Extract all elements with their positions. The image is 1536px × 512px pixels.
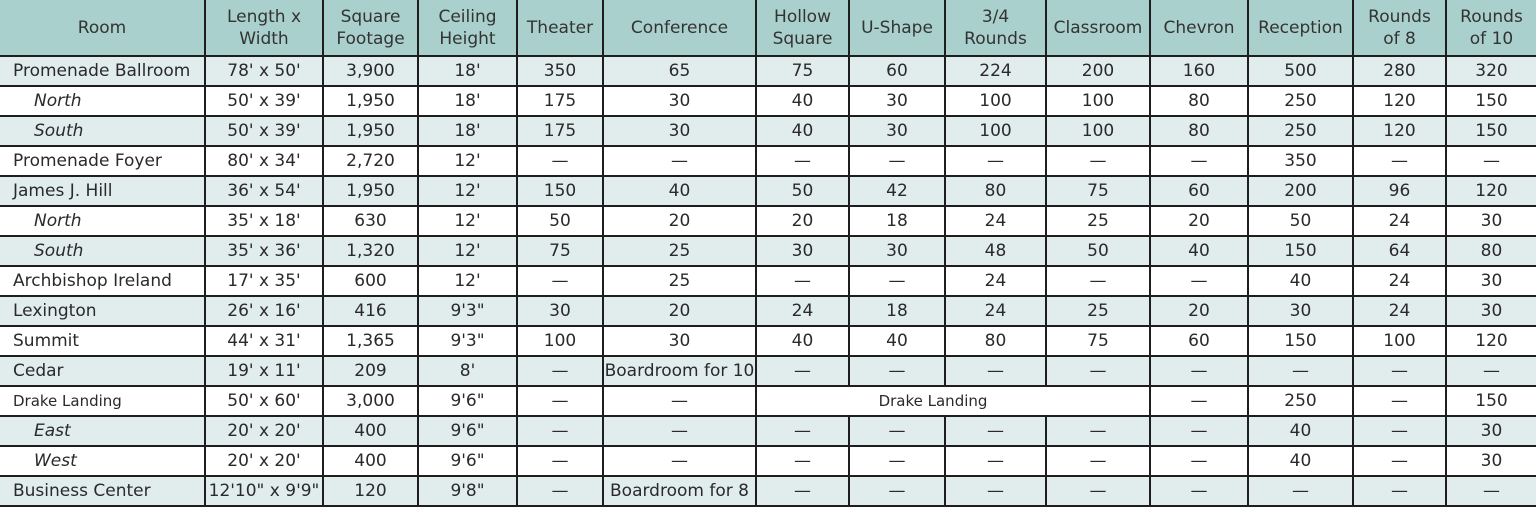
table-row: [0, 326, 1536, 356]
header-label: Hollow: [774, 6, 831, 27]
cell: 30: [603, 326, 756, 356]
cell: —: [756, 146, 849, 176]
cell: 50: [1046, 236, 1150, 266]
cell: —: [849, 146, 945, 176]
cell: —: [1353, 446, 1446, 476]
cell: 9'6": [418, 446, 517, 476]
header-label: Room: [77, 17, 127, 38]
cell: 30: [1446, 446, 1536, 476]
header-row: [0, 0, 1536, 56]
cell: 200: [1248, 176, 1353, 206]
cell: 150: [1248, 236, 1353, 266]
header-label: Height: [439, 28, 496, 49]
cell: 50: [1248, 206, 1353, 236]
room-name: South: [0, 116, 205, 146]
header-label: Classroom: [1053, 17, 1143, 38]
cell: 350: [1248, 146, 1353, 176]
cell: —: [1150, 266, 1248, 296]
room-name: West: [0, 446, 205, 476]
header-label: Reception: [1258, 17, 1343, 38]
header-label: Rounds: [964, 28, 1027, 49]
header-label: Footage: [336, 28, 405, 49]
cell: —: [756, 266, 849, 296]
cell: 50' x 39': [205, 86, 323, 116]
merged-cell: [756, 386, 1150, 416]
cell: 20: [1150, 206, 1248, 236]
table-row: [0, 416, 1536, 446]
cell: 120: [323, 476, 418, 506]
table-row: [0, 236, 1536, 266]
cell: 75: [756, 56, 849, 86]
cell: —: [1046, 146, 1150, 176]
cell: —: [1150, 356, 1248, 386]
cell: —: [603, 386, 756, 416]
cell: 2,720: [323, 146, 418, 176]
header-square-footage: [323, 0, 418, 56]
cell: —: [849, 476, 945, 506]
cell: 65: [603, 56, 756, 86]
cell: —: [849, 356, 945, 386]
cell: 250: [1248, 386, 1353, 416]
cell: 120: [1353, 86, 1446, 116]
merged-label: Drake Landing: [878, 392, 988, 410]
header-label: Length x: [226, 6, 302, 27]
cell: —: [603, 446, 756, 476]
cell: 20: [603, 206, 756, 236]
header-room: [0, 0, 205, 56]
header-label: of 10: [1469, 28, 1514, 49]
cell: 96: [1353, 176, 1446, 206]
cell: —: [756, 416, 849, 446]
cell: —: [945, 356, 1046, 386]
header-classroom: [1046, 0, 1150, 56]
cell: —: [517, 416, 603, 446]
cell: —: [1150, 446, 1248, 476]
header-three-quarter-rounds: [945, 0, 1046, 56]
cell: 24: [945, 266, 1046, 296]
cell: 150: [1446, 386, 1536, 416]
cell: 18: [849, 206, 945, 236]
cell: 30: [603, 116, 756, 146]
cell: 1,950: [323, 86, 418, 116]
cell: —: [849, 446, 945, 476]
table-body: [0, 56, 1536, 506]
table-row: [0, 296, 1536, 326]
cell: 100: [1353, 326, 1446, 356]
cell: 30: [1446, 296, 1536, 326]
cell: —: [1446, 476, 1536, 506]
cell: 40: [1150, 236, 1248, 266]
cell: 40: [756, 326, 849, 356]
cell: 400: [323, 416, 418, 446]
cell: 80: [945, 176, 1046, 206]
cell: 1,950: [323, 176, 418, 206]
cell: —: [1353, 356, 1446, 386]
header-rounds-of-10: [1446, 0, 1536, 56]
table-row: [0, 116, 1536, 146]
cell: —: [1046, 476, 1150, 506]
cell: —: [1248, 356, 1353, 386]
table-row: [0, 86, 1536, 116]
cell: 200: [1046, 56, 1150, 86]
cell: 350: [517, 56, 603, 86]
cell: 24: [1353, 266, 1446, 296]
cell: 250: [1248, 86, 1353, 116]
room-name: South: [0, 236, 205, 266]
cell: 18': [418, 86, 517, 116]
cell: 400: [323, 446, 418, 476]
cell: 175: [517, 86, 603, 116]
cell: 100: [945, 116, 1046, 146]
cell: —: [1353, 386, 1446, 416]
cell: 12': [418, 206, 517, 236]
cell: 26' x 16': [205, 296, 323, 326]
header-u-shape: [849, 0, 945, 56]
header-label: Theater: [526, 17, 594, 38]
cell: 40: [603, 176, 756, 206]
cell: 20' x 20': [205, 446, 323, 476]
header-label: Rounds: [1368, 6, 1431, 27]
cell: 320: [1446, 56, 1536, 86]
cell: 40: [756, 116, 849, 146]
cell: —: [517, 386, 603, 416]
cell: 40: [1248, 446, 1353, 476]
cell: 30: [849, 236, 945, 266]
cell: 75: [1046, 326, 1150, 356]
cell: 42: [849, 176, 945, 206]
cell: 224: [945, 56, 1046, 86]
cell: —: [603, 146, 756, 176]
table-row: [0, 476, 1536, 506]
table-row: [0, 56, 1536, 86]
cell: 12'10" x 9'9": [205, 476, 323, 506]
cell: 40: [1248, 266, 1353, 296]
cell: 40: [756, 86, 849, 116]
cell: 500: [1248, 56, 1353, 86]
cell: 150: [1446, 86, 1536, 116]
table-row: [0, 206, 1536, 236]
cell: —: [517, 266, 603, 296]
cell: 150: [1446, 116, 1536, 146]
cell: 100: [517, 326, 603, 356]
cell: 35' x 36': [205, 236, 323, 266]
cell: 20: [756, 206, 849, 236]
cell: 12': [418, 146, 517, 176]
cell: 50' x 39': [205, 116, 323, 146]
cell: 9'8": [418, 476, 517, 506]
table-row: [0, 266, 1536, 296]
cell: 60: [1150, 176, 1248, 206]
cell: 75: [1046, 176, 1150, 206]
cell: 20: [1150, 296, 1248, 326]
cell: 100: [945, 86, 1046, 116]
cell: 9'6": [418, 416, 517, 446]
cell: 24: [756, 296, 849, 326]
cell: —: [849, 266, 945, 296]
header-ceiling-height: [418, 0, 517, 56]
cell: —: [1353, 416, 1446, 446]
cell: —: [517, 146, 603, 176]
cell: —: [1046, 266, 1150, 296]
cell: —: [517, 356, 603, 386]
cell: 80: [945, 326, 1046, 356]
cell: 280: [1353, 56, 1446, 86]
cell: 30: [1446, 206, 1536, 236]
header-reception: [1248, 0, 1353, 56]
header-chevron: [1150, 0, 1248, 56]
cell: 35' x 18': [205, 206, 323, 236]
cell: 3,000: [323, 386, 418, 416]
cell: —: [517, 446, 603, 476]
cell: 120: [1446, 326, 1536, 356]
cell: —: [1446, 356, 1536, 386]
cell: 150: [517, 176, 603, 206]
cell: 40: [1248, 416, 1353, 446]
cell: 416: [323, 296, 418, 326]
cell: 100: [1046, 116, 1150, 146]
cell: 209: [323, 356, 418, 386]
header-label: of 8: [1383, 28, 1416, 49]
cell: 1,950: [323, 116, 418, 146]
cell: 78' x 50': [205, 56, 323, 86]
cell: 80: [1150, 86, 1248, 116]
cell: —: [945, 416, 1046, 446]
header-label: Square: [772, 28, 833, 49]
cell: 30: [603, 86, 756, 116]
cell: 19' x 11': [205, 356, 323, 386]
cell: —: [1046, 356, 1150, 386]
cell: 40: [849, 326, 945, 356]
header-hollow-square: [756, 0, 849, 56]
cell: —: [945, 476, 1046, 506]
cell: 9'6": [418, 386, 517, 416]
cell: Boardroom for 8: [603, 476, 756, 506]
room-name: James J. Hill: [0, 176, 205, 206]
room-name: Drake Landing: [0, 386, 205, 416]
cell: 175: [517, 116, 603, 146]
cell: —: [756, 446, 849, 476]
room-name: North: [0, 206, 205, 236]
header-label: U-Shape: [861, 17, 933, 38]
room-name: Lexington: [0, 296, 205, 326]
cell: 160: [1150, 56, 1248, 86]
cell: 8': [418, 356, 517, 386]
cell: 30: [517, 296, 603, 326]
cell: 120: [1353, 116, 1446, 146]
cell: —: [603, 416, 756, 446]
cell: 25: [603, 266, 756, 296]
cell: 50: [517, 206, 603, 236]
room-name: Promenade Foyer: [0, 146, 205, 176]
table-row: [0, 176, 1536, 206]
header-rounds-of-8: [1353, 0, 1446, 56]
room-name: Cedar: [0, 356, 205, 386]
cell: 30: [849, 116, 945, 146]
room-name: North: [0, 86, 205, 116]
header-label: Ceiling: [438, 6, 497, 27]
cell: 24: [945, 296, 1046, 326]
cell: —: [1150, 416, 1248, 446]
cell: 12': [418, 236, 517, 266]
cell: —: [517, 476, 603, 506]
cell: —: [945, 446, 1046, 476]
room-name: Business Center: [0, 476, 205, 506]
cell: 80: [1150, 116, 1248, 146]
cell: 18': [418, 56, 517, 86]
cell: 120: [1446, 176, 1536, 206]
cell: 9'3": [418, 326, 517, 356]
header-label: 3/4: [981, 6, 1010, 27]
cell: —: [1353, 146, 1446, 176]
cell: 630: [323, 206, 418, 236]
header-label: Rounds: [1460, 6, 1523, 27]
cell: 20' x 20': [205, 416, 323, 446]
cell: —: [1248, 476, 1353, 506]
cell: 80: [1446, 236, 1536, 266]
cell: —: [1150, 476, 1248, 506]
cell: 1,320: [323, 236, 418, 266]
cell: 18': [418, 116, 517, 146]
cell: —: [1046, 416, 1150, 446]
header-label: Conference: [630, 17, 729, 38]
cell: —: [756, 476, 849, 506]
cell: 50' x 60': [205, 386, 323, 416]
cell: 24: [1353, 296, 1446, 326]
cell: 24: [945, 206, 1046, 236]
cell: 25: [1046, 206, 1150, 236]
cell: 30: [1248, 296, 1353, 326]
cell: 600: [323, 266, 418, 296]
room-name: East: [0, 416, 205, 446]
cell: 30: [1446, 416, 1536, 446]
header-theater: [517, 0, 603, 56]
room-name: Archbishop Ireland: [0, 266, 205, 296]
cell: —: [1046, 446, 1150, 476]
table-row: [0, 146, 1536, 176]
cell: 64: [1353, 236, 1446, 266]
cell: —: [849, 416, 945, 446]
header-label: Width: [239, 28, 289, 49]
cell: 9'3": [418, 296, 517, 326]
table-row: [0, 356, 1536, 386]
cell: 44' x 31': [205, 326, 323, 356]
cell: 1,365: [323, 326, 418, 356]
header-label: Chevron: [1163, 17, 1235, 38]
cell: 250: [1248, 116, 1353, 146]
cell: 80' x 34': [205, 146, 323, 176]
cell: 3,900: [323, 56, 418, 86]
cell: 24: [1353, 206, 1446, 236]
cell: 12': [418, 176, 517, 206]
cell: —: [1150, 386, 1248, 416]
cell: 18: [849, 296, 945, 326]
cell: 20: [603, 296, 756, 326]
cell: 30: [756, 236, 849, 266]
cell: 60: [849, 56, 945, 86]
cell: 17' x 35': [205, 266, 323, 296]
cell: 48: [945, 236, 1046, 266]
table-row: [0, 386, 1536, 416]
cell: 100: [1046, 86, 1150, 116]
header-length-width: [205, 0, 323, 56]
header-conference: [603, 0, 756, 56]
cell: Boardroom for 10: [603, 356, 756, 386]
table-row: [0, 446, 1536, 476]
cell: 36' x 54': [205, 176, 323, 206]
cell: 50: [756, 176, 849, 206]
cell: 60: [1150, 326, 1248, 356]
room-name: Summit: [0, 326, 205, 356]
cell: 30: [1446, 266, 1536, 296]
header-label: Square: [340, 6, 401, 27]
cell: 25: [603, 236, 756, 266]
cell: —: [945, 146, 1046, 176]
room-name: Promenade Ballroom: [0, 56, 205, 86]
cell: 75: [517, 236, 603, 266]
cell: 12': [418, 266, 517, 296]
cell: —: [1353, 476, 1446, 506]
cell: —: [1150, 146, 1248, 176]
cell: 30: [849, 86, 945, 116]
cell: 25: [1046, 296, 1150, 326]
cell: —: [1446, 146, 1536, 176]
cell: 150: [1248, 326, 1353, 356]
cell: —: [756, 356, 849, 386]
